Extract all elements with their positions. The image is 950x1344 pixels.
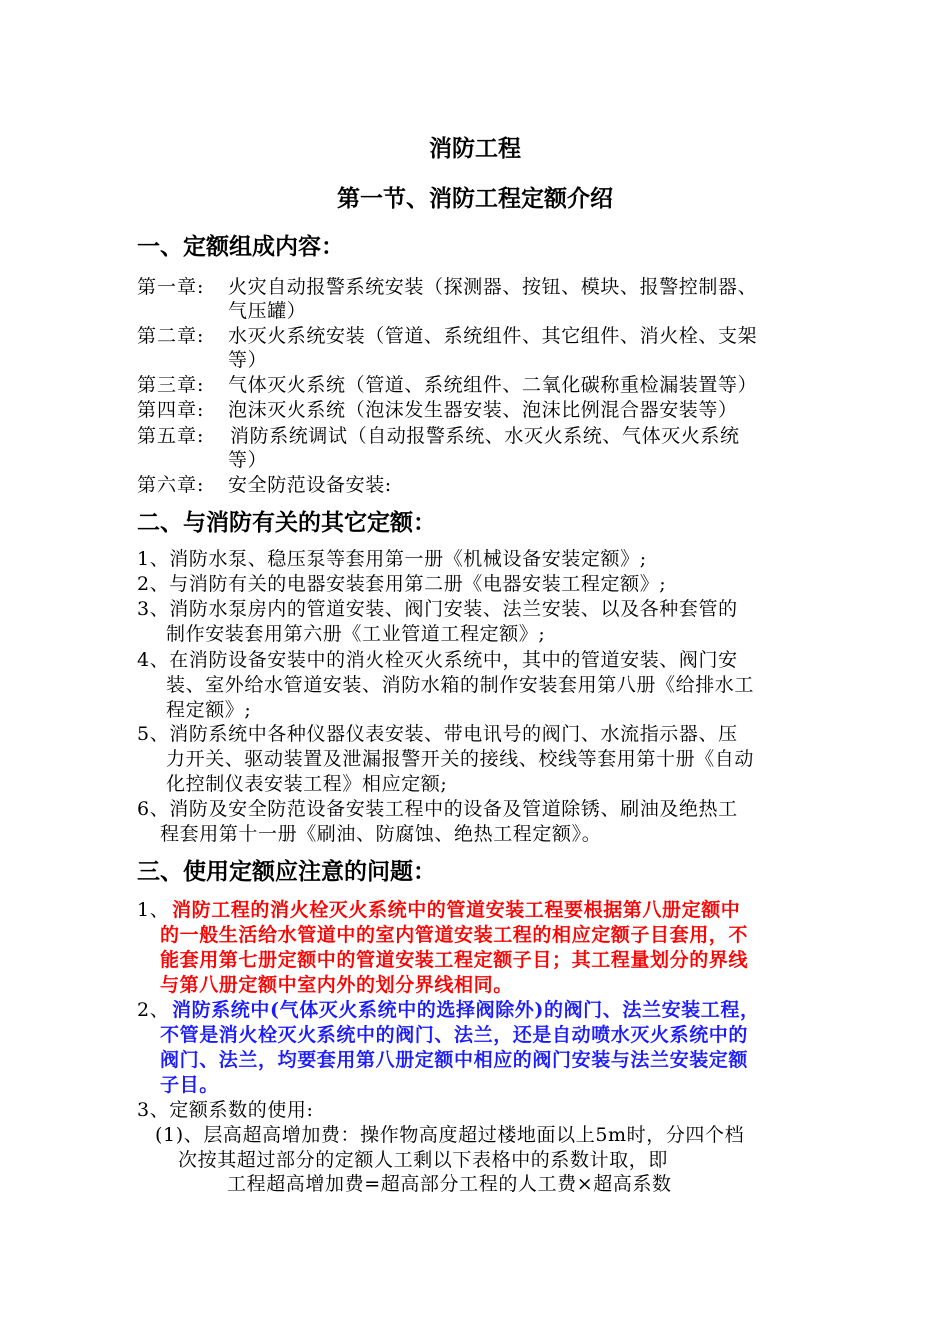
chapter-label: 第六章: [137, 474, 205, 496]
list-item-number: 2、 [137, 999, 170, 1021]
list-item-continuation: 化控制仪表安装工程》相应定额; [166, 773, 448, 795]
chapter-label: 第二章: [137, 325, 205, 347]
list-item: 1、消防水泵、稳压泵等套用第一册《机械设备安装定额》; [137, 548, 647, 570]
list-item-continuation: 装、室外给水管道安装、消防水箱的制作安装套用第八册《给排水工 [166, 674, 755, 696]
highlight-text-blue: 子目。 [160, 1074, 219, 1096]
section-title: 第一节、消防工程定额介绍 [337, 185, 613, 212]
list-item-continuation: 力开关、驱动装置及泄漏报警开关的接线、校线等套用第十册《自动 [166, 748, 755, 770]
highlight-text-blue: 阀门、法兰，均要套用第八册定额中相应的阀门安装与法兰安装定额 [160, 1049, 749, 1071]
chapter-text: 气体灭火系统（管道、系统组件、二氧化碳称重检漏装置等） [228, 374, 758, 396]
chapter-text: 等） [228, 349, 268, 371]
highlight-text-red: 的一般生活给水管道中的室内管道安装工程的相应定额子目套用，不 [160, 924, 749, 946]
chapter-text: 气压罐） [228, 300, 307, 322]
chapter-label: 第四章: [137, 399, 205, 421]
list-item: 3、定额系数的使用: [137, 1099, 314, 1121]
chapter-text: 安全防范设备安装: [228, 474, 392, 496]
list-item-continuation: 程定额》; [166, 699, 252, 721]
section1-heading: 一、定额组成内容： [137, 233, 344, 260]
highlight-text-red: 能套用第七册定额中的管道安装工程定额子目；其工程量划分的界线 [160, 949, 749, 971]
highlight-text-blue: 不管是消火栓灭火系统中的阀门、法兰，还是自动喷水灭火系统中的 [160, 1024, 749, 1046]
chapter-text: 等） [228, 449, 268, 471]
list-item: 6、消防及安全防范设备安装工程中的设备及管道除锈、刷油及绝热工 [137, 798, 738, 820]
chapter-label: 第三章: [137, 374, 205, 396]
list-item: 5、消防系统中各种仪器仪表安装、带电讯号的阀门、水流指示器、压 [137, 723, 738, 745]
list-item: 3、消防水泵房内的管道安装、阀门安装、法兰安装、以及各种套管的 [137, 598, 738, 620]
chapter-label: 第五章: [137, 425, 205, 447]
sub-item-continuation: 次按其超过部分的定额人工剩以下表格中的系数计取，即 [178, 1149, 669, 1171]
document-title: 消防工程 [429, 135, 521, 162]
section3-heading: 三、使用定额应注意的问题： [137, 858, 436, 885]
list-item: 2、与消防有关的电器安装套用第二册《电器安装工程定额》; [137, 573, 667, 595]
section2-heading: 二、与消防有关的其它定额： [137, 509, 436, 536]
chapter-text: 水灭火系统安装（管道、系统组件、其它组件、消火栓、支架 [228, 325, 758, 347]
list-item-continuation: 制作安装套用第六册《工业管道工程定额》; [166, 623, 546, 645]
list-item-number: 1、 [137, 899, 170, 921]
chapter-text: 泡沫灭火系统（泡沫发生器安装、泡沫比例混合器安装等） [228, 399, 738, 421]
formula-text: 工程超高增加费=超高部分工程的人工费×超高系数 [227, 1173, 672, 1195]
list-item: 4、在消防设备安装中的消火栓灭火系统中，其中的管道安装、阀门安 [137, 649, 738, 671]
sub-item: (1)、层高超高增加费：操作物高度超过楼地面以上5m时，分四个档 [155, 1124, 745, 1146]
highlight-text-red: 与第八册定额中室内外的划分界线相同。 [160, 974, 513, 996]
highlight-text-blue: 消防系统中(气体灭火系统中的选择阀除外)的阀门、法兰安装工程， [172, 999, 760, 1021]
chapter-label: 第一章: [137, 276, 205, 298]
chapter-text: 消防系统调试（自动报警系统、水灭火系统、气体灭火系统 [230, 425, 740, 447]
highlight-text-red: 消防工程的消火栓灭火系统中的管道安装工程要根据第八册定额中 [172, 899, 741, 921]
chapter-text: 火灾自动报警系统安装（探测器、按钮、模块、报警控制器、 [228, 276, 758, 298]
list-item-continuation: 程套用第十一册《刷油、防腐蚀、绝热工程定额》。 [160, 823, 602, 845]
